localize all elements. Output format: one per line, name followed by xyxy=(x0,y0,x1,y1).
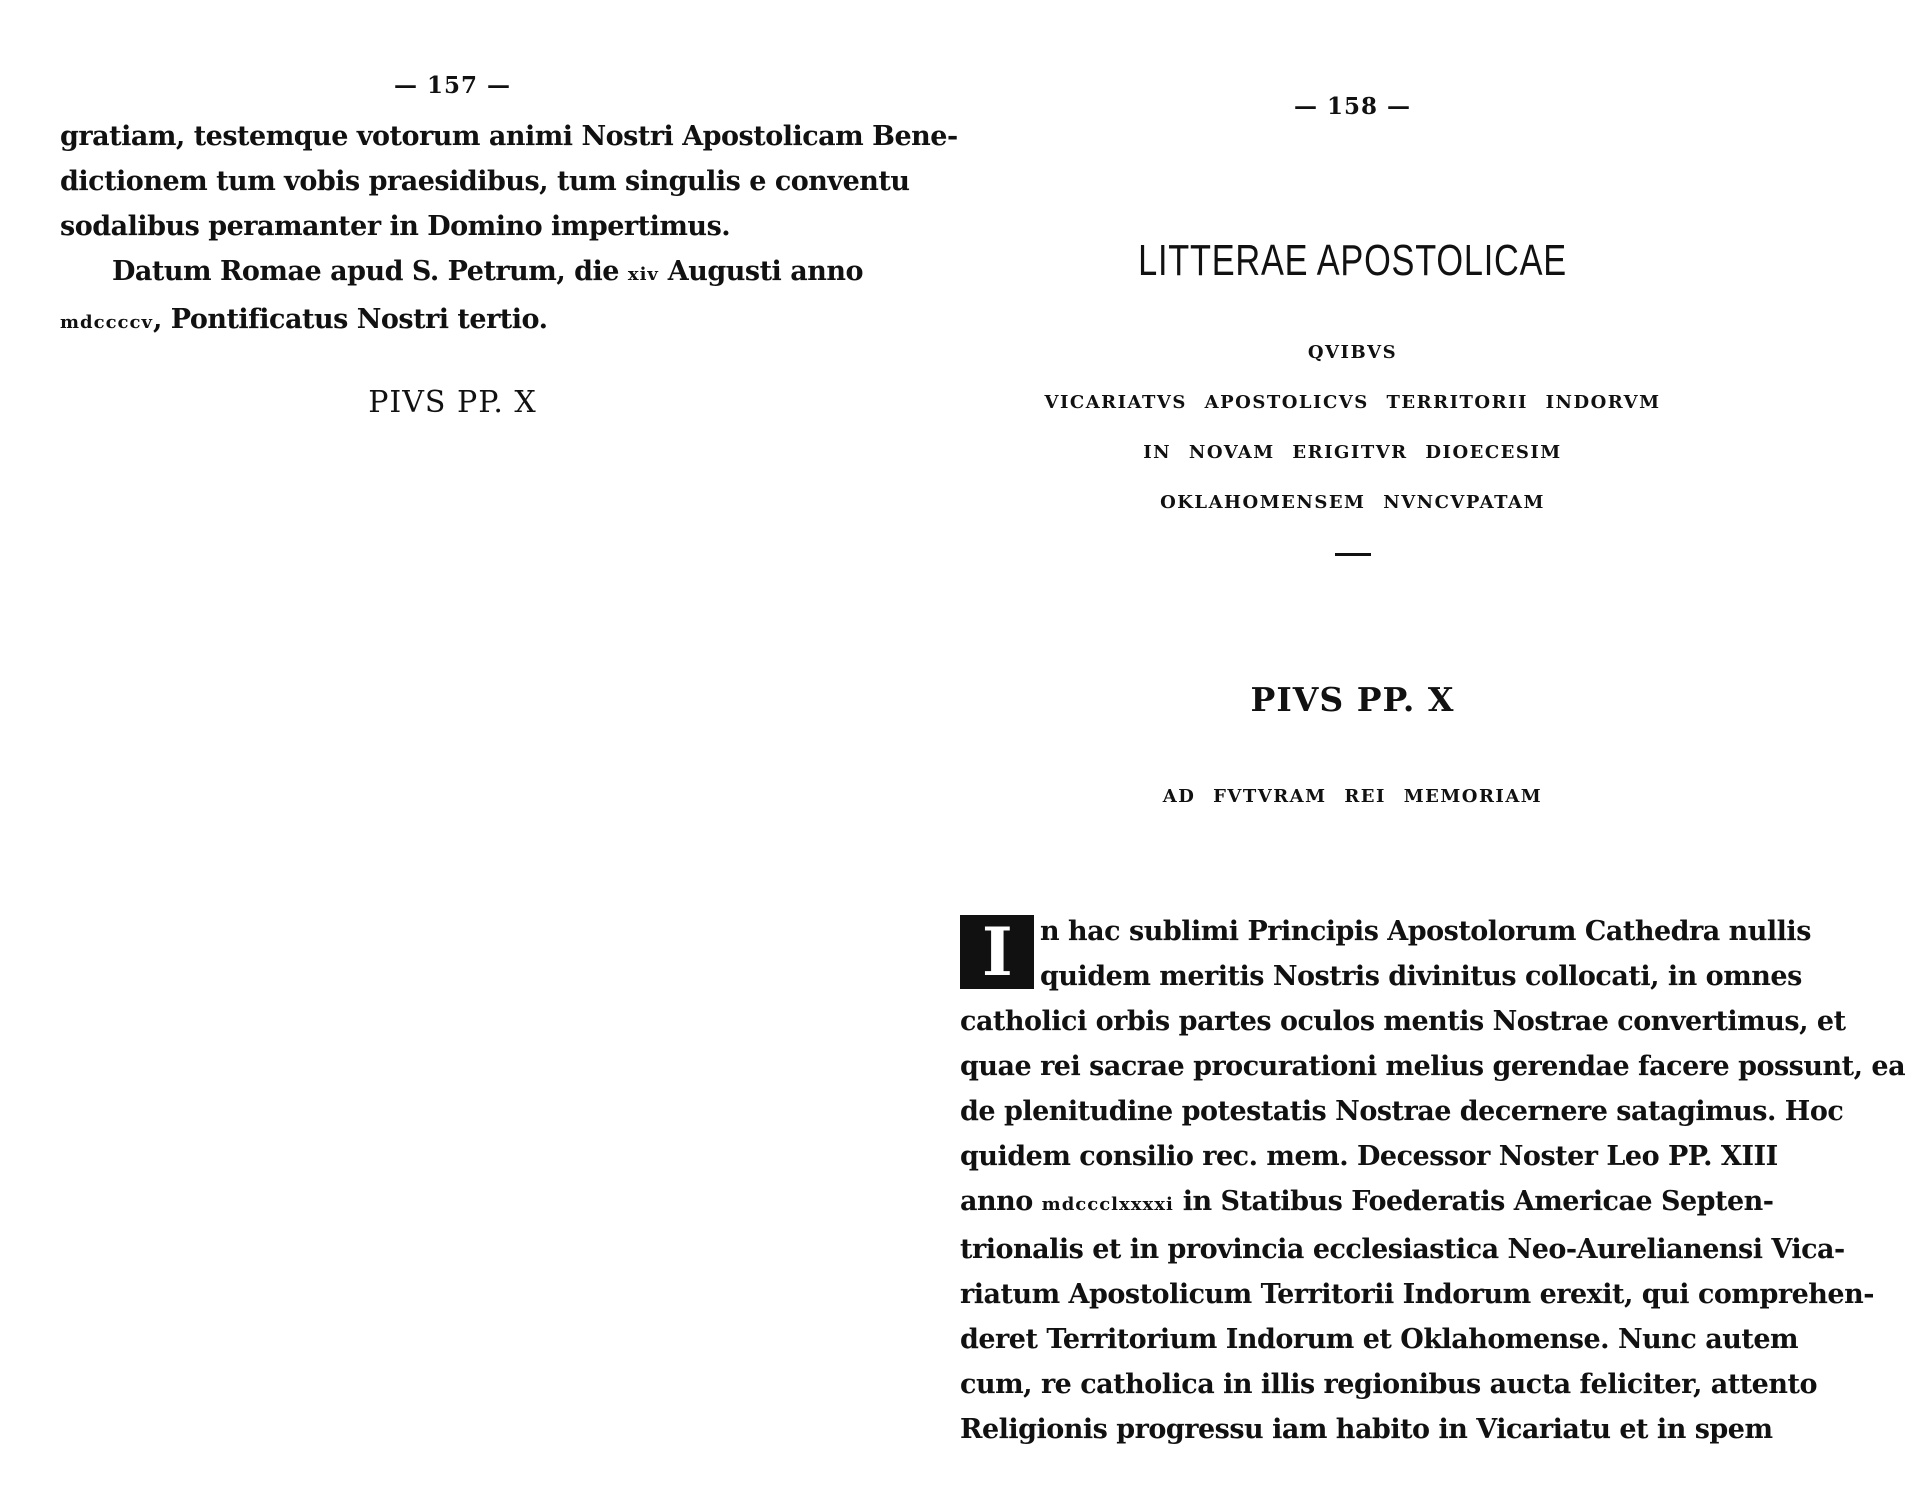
text-line xyxy=(960,1179,1774,1227)
datum-text-2: , Pontificatus Nostri tertio. xyxy=(152,304,548,335)
text-line: de plenitudine potestatis Nostrae decernere satagimus. Hoc xyxy=(960,1096,1844,1127)
right-page xyxy=(960,0,1905,1500)
document-title: LITTERAE APOSTOLICAE xyxy=(1138,236,1567,285)
divider-rule xyxy=(1335,553,1371,556)
subtitle-line: IN NOVAM ERIGITVR DIOECESIM xyxy=(1143,442,1562,463)
text-line: catholici orbis partes oculos mentis Nostrae convertimus, et xyxy=(960,1006,1846,1037)
subtitle-line: OKLAHOMENSEM NVNCVPATAM xyxy=(1160,492,1545,513)
text-line: deret Territorium Indorum et Oklahomense. Nunc autem xyxy=(960,1324,1799,1355)
datum-text-end: Augusti anno xyxy=(658,256,863,287)
subtitle-line: VICARIATVS APOSTOLICVS TERRITORII INDORVM xyxy=(1044,392,1661,413)
year-numeral: mdccclxxxxi xyxy=(1041,1194,1174,1215)
text-line: quidem meritis Nostris divinitus collocati, in omnes xyxy=(1040,961,1802,992)
signature: PIVS PP. X xyxy=(1250,680,1455,719)
text-line: cum, re catholica in illis regionibus aucta feliciter, attento xyxy=(960,1369,1817,1400)
left-page xyxy=(60,0,958,1500)
text-segment: in Statibus Foederatis Americae Septen- xyxy=(1173,1186,1774,1217)
page-number: — 158 — xyxy=(1293,93,1412,120)
text-line: quidem consilio rec. mem. Decessor Noster Leo PP. XIII xyxy=(960,1141,1778,1172)
memoriam-heading: AD FVTVRAM REI MEMORIAM xyxy=(1162,786,1543,807)
datum-line xyxy=(60,249,863,297)
drop-cap: I xyxy=(960,915,1034,989)
text-line: trionalis et in provincia ecclesiastica Neo-Aurelianensi Vica- xyxy=(960,1234,1845,1265)
text-line: Religionis progressu iam habito in Vicariatu et in spem xyxy=(960,1414,1773,1445)
text-line: quae rei sacrae procurationi melius gerendae facere possunt, ea xyxy=(960,1051,1905,1082)
text-segment: anno xyxy=(960,1186,1042,1217)
datum-day: xiv xyxy=(627,264,659,285)
subtitle-quibus: QVIBVS xyxy=(1307,342,1398,363)
datum-year: mdccccv xyxy=(60,312,153,333)
main-paragraph xyxy=(960,909,1905,1452)
text-line: gratiam, testemque votorum animi Nostri Apostolicam Bene- xyxy=(60,121,958,152)
page-number: — 157 — xyxy=(393,72,512,99)
text-line: sodalibus peramanter in Domino impertimus. xyxy=(60,211,731,242)
text-line: dictionem tum vobis praesidibus, tum singulis e conventu xyxy=(60,166,910,197)
text-line: riatum Apostolicum Territorii Indorum erexit, qui comprehen- xyxy=(960,1279,1874,1310)
text-line: n hac sublimi Principis Apostolorum Cathedra nullis xyxy=(1040,916,1811,947)
datum-line-2 xyxy=(60,297,845,345)
signature: PIVS PP. X xyxy=(368,385,537,420)
closing-paragraph xyxy=(60,114,958,345)
datum-text: Datum Romae apud S. Petrum, die xyxy=(112,256,628,287)
